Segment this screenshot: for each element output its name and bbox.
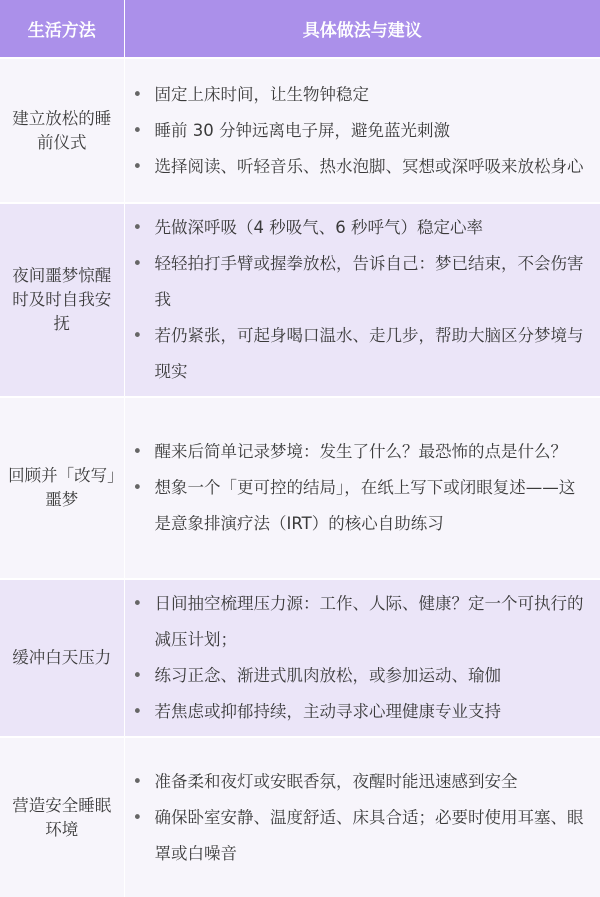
list-item: • 练习正念、渐进式肌肉放松，或参加运动、瑜伽: [125, 658, 591, 694]
advice-cell: [124, 397, 600, 579]
list-item: • 若仍紧张，可起身喝口温水、走几步，帮助大脑区分梦境与现实: [125, 318, 591, 390]
advice-list: [125, 71, 600, 191]
header-advice: 具体做法与建议: [124, 0, 600, 58]
table-row: [0, 203, 600, 397]
list-item: • 睡前 30 分钟远离电子屏，避免蓝光刺激: [125, 113, 591, 149]
list-item: • 选择阅读、听轻音乐、热水泡脚、冥想或深呼吸来放松身心: [125, 149, 591, 185]
list-item: • 日间抽空梳理压力源：工作、人际、健康？定一个可执行的减压计划；: [125, 586, 591, 658]
method-cell: 夜间噩梦惊醒时及时自我安抚: [0, 203, 124, 397]
method-cell: 建立放松的睡前仪式: [0, 58, 124, 203]
table-row: [0, 579, 600, 737]
advice-list: [125, 428, 600, 548]
advice-cell: [124, 203, 600, 397]
advice-cell: [124, 737, 600, 897]
method-cell: 缓冲白天压力: [0, 579, 124, 737]
list-item: • 固定上床时间，让生物钟稳定: [125, 77, 591, 113]
method-cell: 营造安全睡眠环境: [0, 737, 124, 897]
advice-cell: [124, 58, 600, 203]
list-item: • 想象一个「更可控的结局」，在纸上写下或闭眼复述——这是意象排演疗法（IRT）的核心自助练习: [125, 470, 591, 542]
advice-list: [125, 204, 600, 396]
table-row: [0, 737, 600, 897]
list-item: • 确保卧室安静、温度舒适、床具合适；必要时使用耳塞、眼罩或白噪音: [125, 800, 591, 872]
method-cell: 回顾并「改写」噩梦: [0, 397, 124, 579]
advice-list: [125, 758, 600, 878]
list-item: • 先做深呼吸（4 秒吸气、6 秒呼气）稳定心率: [125, 210, 591, 246]
list-item: • 轻轻拍打手臂或握拳放松，告诉自己：梦已结束，不会伤害我: [125, 246, 591, 318]
header-method: 生活方法: [0, 0, 124, 58]
advice-list: [125, 580, 600, 736]
table-header: [0, 0, 600, 58]
table-row: [0, 58, 600, 203]
table-row: [0, 397, 600, 579]
advice-cell: [124, 579, 600, 737]
list-item: • 若焦虑或抑郁持续，主动寻求心理健康专业支持: [125, 694, 591, 730]
list-item: • 醒来后简单记录梦境：发生了什么？最恐怖的点是什么？: [125, 434, 591, 470]
list-item: • 准备柔和夜灯或安眠香氛，夜醒时能迅速感到安全: [125, 764, 591, 800]
